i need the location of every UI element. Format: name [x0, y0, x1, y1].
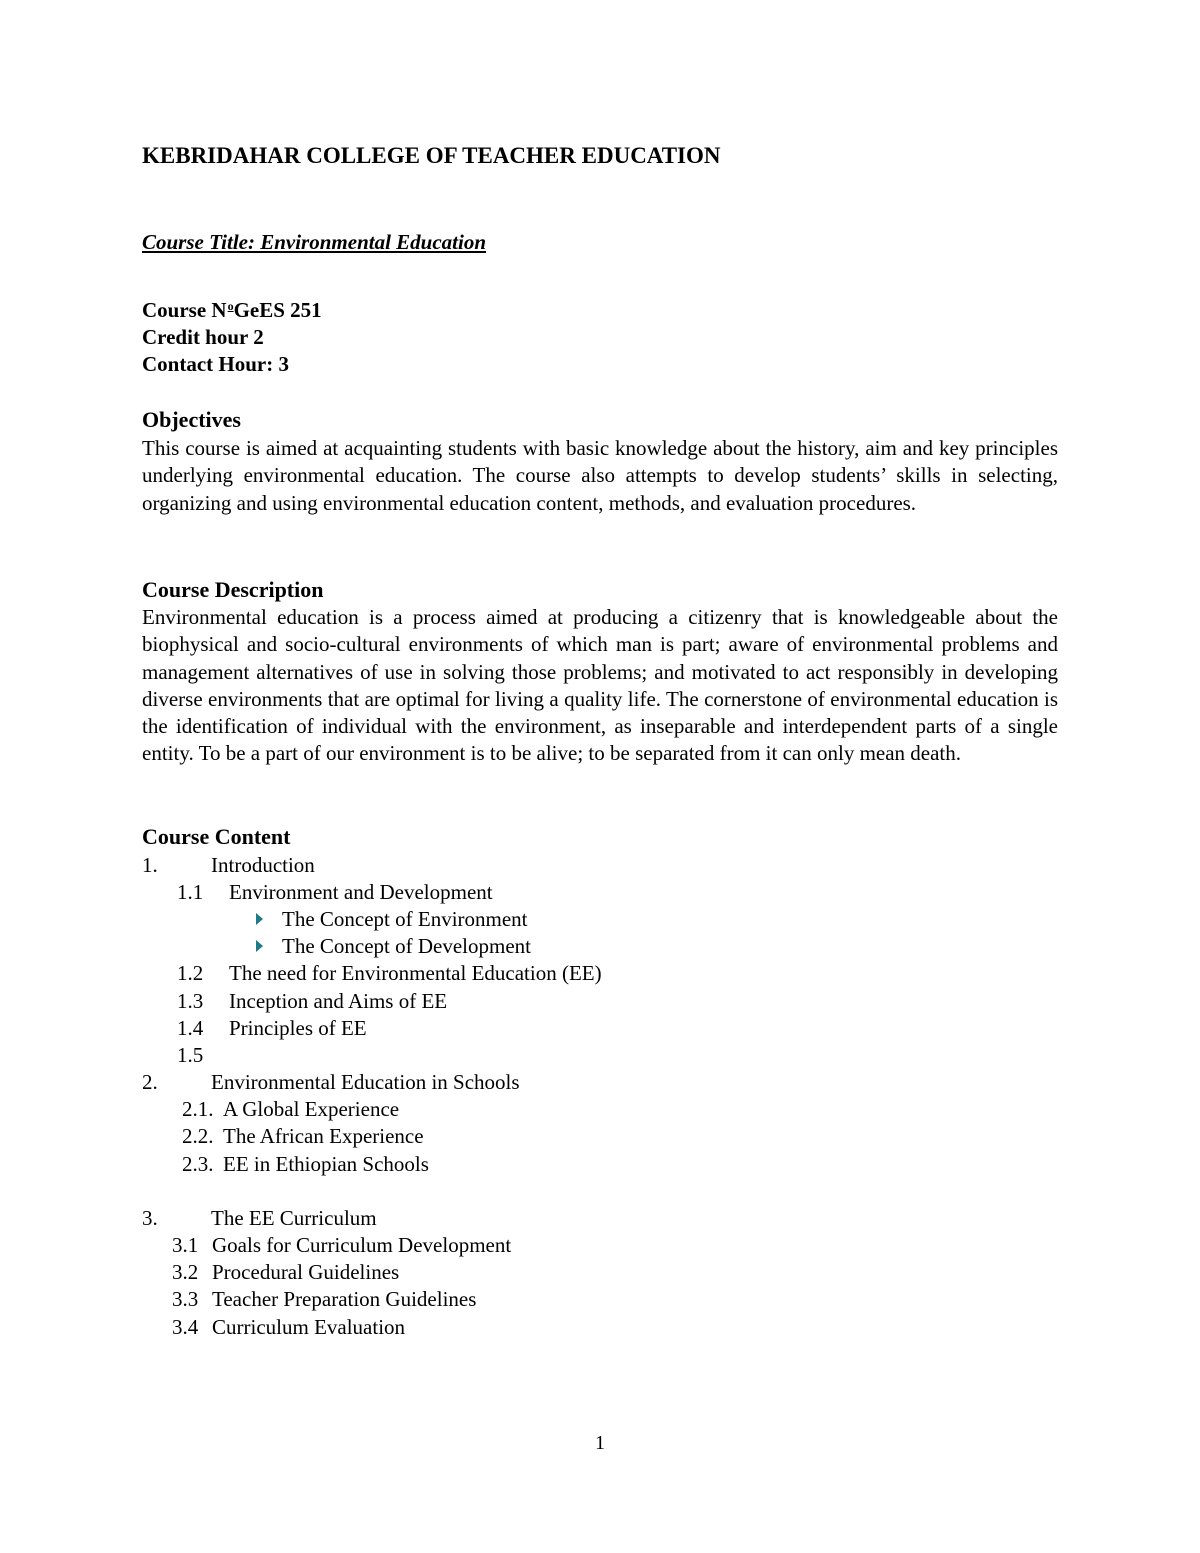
subsection-title: A Global Experience: [223, 1097, 400, 1121]
subsection-title: The need for Environmental Education (EE): [229, 961, 602, 985]
subsection-number: 3.2: [172, 1260, 199, 1284]
subsection-title: Principles of EE: [229, 1016, 367, 1040]
arrow-bullet-icon: [256, 940, 263, 952]
page-number: 1: [595, 1432, 605, 1454]
section-title: Environmental Education in Schools: [211, 1070, 520, 1094]
bullet-item: The Concept of Environment: [282, 907, 528, 931]
subsection-title: Curriculum Evaluation: [212, 1315, 406, 1339]
subsection-number: 1.3: [177, 989, 204, 1013]
section-number: 1.: [142, 853, 158, 877]
subsection-title: Goals for Curriculum Development: [212, 1233, 512, 1257]
subsection-number: 2.1.: [182, 1097, 214, 1121]
course-number-label: Course N: [142, 298, 227, 322]
course-number-value: GeES 251: [233, 298, 322, 322]
section-title: The EE Curriculum: [211, 1206, 377, 1230]
description-heading: Course Description: [142, 577, 324, 602]
subsection-number: 2.2.: [182, 1124, 214, 1148]
bullet-item: The Concept of Development: [282, 934, 532, 958]
subsection-title: The African Experience: [223, 1124, 424, 1148]
subsection-title: Environment and Development: [229, 880, 493, 904]
objectives-heading: Objectives: [142, 407, 241, 432]
credit-hour: Credit hour 2: [142, 325, 264, 349]
course-title: Course Title: Environmental Education: [142, 230, 487, 254]
subsection-number: 2.3.: [182, 1152, 214, 1176]
subsection-title: Inception and Aims of EE: [229, 989, 448, 1013]
subsection-number: 3.1: [172, 1233, 199, 1257]
section-number: 3.: [142, 1206, 158, 1230]
course-number-sup: o: [227, 299, 234, 313]
contact-hour: Contact Hour: 3: [142, 352, 289, 376]
content-heading: Course Content: [142, 824, 291, 849]
subsection-number: 1.5: [177, 1043, 204, 1067]
subsection-number: 1.2: [177, 961, 204, 985]
subsection-title: Teacher Preparation Guidelines: [212, 1287, 477, 1311]
institution-title: KEBRIDAHAR COLLEGE OF TEACHER EDUCATION: [142, 143, 721, 168]
subsection-number: 3.4: [172, 1315, 199, 1339]
course-number: [142, 298, 322, 323]
subsection-number: 3.3: [172, 1287, 199, 1311]
objectives-paragraph: This course is aimed at acquainting students with basic knowledge about the history, aim and key principles underlying environmental education. The course also attempts to develop students’ skills in selecting, organizing and using environmental education content, methods, and evaluation procedures.: [142, 436, 1058, 515]
arrow-bullet-icon: [256, 913, 263, 925]
subsection-title: EE in Ethiopian Schools: [223, 1152, 429, 1176]
subsection-number: 1.1: [177, 880, 204, 904]
subsection-title: Procedural Guidelines: [212, 1260, 400, 1284]
description-paragraph: Environmental education is a process aimed at producing a citizenry that is knowledgeable about the biophysical and socio-cultural environments of which man is part; aware of environmental problems and management alternatives of use in solving those problems; and motivated to act responsibly in developing diverse environments that are optimal for living a quality life. The cornerstone of environmental education is the identification of individual with the environment, as inseparable and interdependent parts of a single entity. To be a part of our environment is to be alive; to be separated from it can only mean death.: [142, 605, 1058, 766]
subsection-number: 1.4: [177, 1016, 204, 1040]
section-title: Introduction: [211, 853, 315, 877]
section-number: 2.: [142, 1070, 158, 1094]
